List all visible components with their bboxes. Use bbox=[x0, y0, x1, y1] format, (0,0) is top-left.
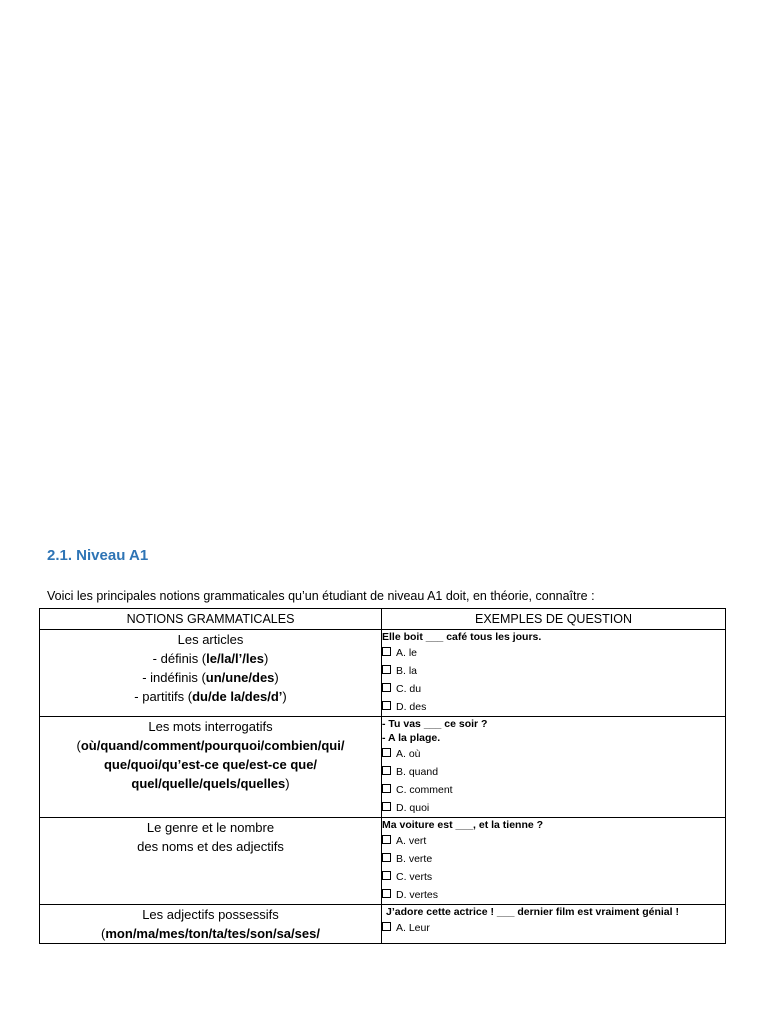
answer-option[interactable]: D. quoi bbox=[382, 799, 725, 817]
table-row bbox=[40, 717, 726, 818]
table-row bbox=[40, 630, 726, 717]
question-text: - A la plage. bbox=[382, 732, 441, 744]
notion-line: quel/quelle/quels/quelles) bbox=[131, 776, 290, 791]
notion-line: (où/quand/comment/pourquoi/combien/qui/ bbox=[76, 738, 345, 753]
notion-title: Les articles bbox=[177, 632, 244, 647]
notion-cell bbox=[40, 630, 382, 717]
intro-paragraph: Voici les principales notions grammaticales qu’un étudiant de niveau A1 doit, en théorie, connaître : bbox=[47, 589, 595, 603]
answer-option[interactable]: A. le bbox=[382, 644, 725, 662]
example-cell bbox=[382, 905, 726, 944]
notion-title: Les mots interrogatifs bbox=[148, 719, 273, 734]
section-heading: 2.1. Niveau A1 bbox=[47, 547, 149, 564]
answer-option[interactable]: D. des bbox=[382, 698, 725, 716]
answer-option[interactable]: A. Leur bbox=[382, 919, 725, 937]
notion-line: - définis (le/la/l’/les) bbox=[152, 651, 269, 666]
question-text: Elle boit ___ café tous les jours. bbox=[382, 631, 542, 643]
checkbox-icon[interactable] bbox=[382, 853, 391, 862]
answer-option[interactable]: C. du bbox=[382, 680, 725, 698]
notion-title: Les adjectifs possessifs bbox=[142, 907, 279, 922]
notion-line: - partitifs (du/de la/des/d’) bbox=[134, 689, 287, 704]
checkbox-icon[interactable] bbox=[382, 683, 391, 692]
example-cell bbox=[382, 818, 726, 905]
checkbox-icon[interactable] bbox=[382, 784, 391, 793]
answer-option[interactable]: B. verte bbox=[382, 850, 725, 868]
grammar-table bbox=[39, 608, 726, 944]
checkbox-icon[interactable] bbox=[382, 922, 391, 931]
question-text: - Tu vas ___ ce soir ? bbox=[382, 718, 488, 730]
answer-option[interactable]: B. quand bbox=[382, 763, 725, 781]
answer-option[interactable]: A. vert bbox=[382, 832, 725, 850]
header-examples: EXEMPLES DE QUESTION bbox=[382, 609, 726, 630]
table-row bbox=[40, 905, 726, 944]
answer-option[interactable]: C. comment bbox=[382, 781, 725, 799]
checkbox-icon[interactable] bbox=[382, 802, 391, 811]
answer-option[interactable]: C. verts bbox=[382, 868, 725, 886]
notion-line: - indéfinis (un/une/des) bbox=[142, 670, 279, 685]
table-header-row bbox=[40, 609, 726, 630]
notion-cell bbox=[40, 905, 382, 944]
notion-cell bbox=[40, 717, 382, 818]
header-notions: NOTIONS GRAMMATICALES bbox=[40, 609, 382, 630]
checkbox-icon[interactable] bbox=[382, 835, 391, 844]
checkbox-icon[interactable] bbox=[382, 889, 391, 898]
notion-cell bbox=[40, 818, 382, 905]
checkbox-icon[interactable] bbox=[382, 701, 391, 710]
notion-line: (mon/ma/mes/ton/ta/tes/son/sa/ses/ bbox=[101, 926, 320, 941]
example-cell bbox=[382, 717, 726, 818]
checkbox-icon[interactable] bbox=[382, 665, 391, 674]
checkbox-icon[interactable] bbox=[382, 748, 391, 757]
example-cell bbox=[382, 630, 726, 717]
table-row bbox=[40, 818, 726, 905]
question-text: Ma voiture est ___, et la tienne ? bbox=[382, 819, 544, 831]
notion-line: que/quoi/qu’est-ce que/est-ce que/ bbox=[103, 757, 318, 772]
checkbox-icon[interactable] bbox=[382, 647, 391, 656]
notion-line: des noms et des adjectifs bbox=[137, 839, 284, 854]
notion-title: Le genre et le nombre bbox=[146, 820, 275, 835]
checkbox-icon[interactable] bbox=[382, 871, 391, 880]
answer-option[interactable]: B. la bbox=[382, 662, 725, 680]
answer-option[interactable]: A. où bbox=[382, 745, 725, 763]
question-text: J’adore cette actrice ! ___ dernier film est vraiment génial ! bbox=[386, 906, 679, 918]
answer-option[interactable]: D. vertes bbox=[382, 886, 725, 904]
checkbox-icon[interactable] bbox=[382, 766, 391, 775]
